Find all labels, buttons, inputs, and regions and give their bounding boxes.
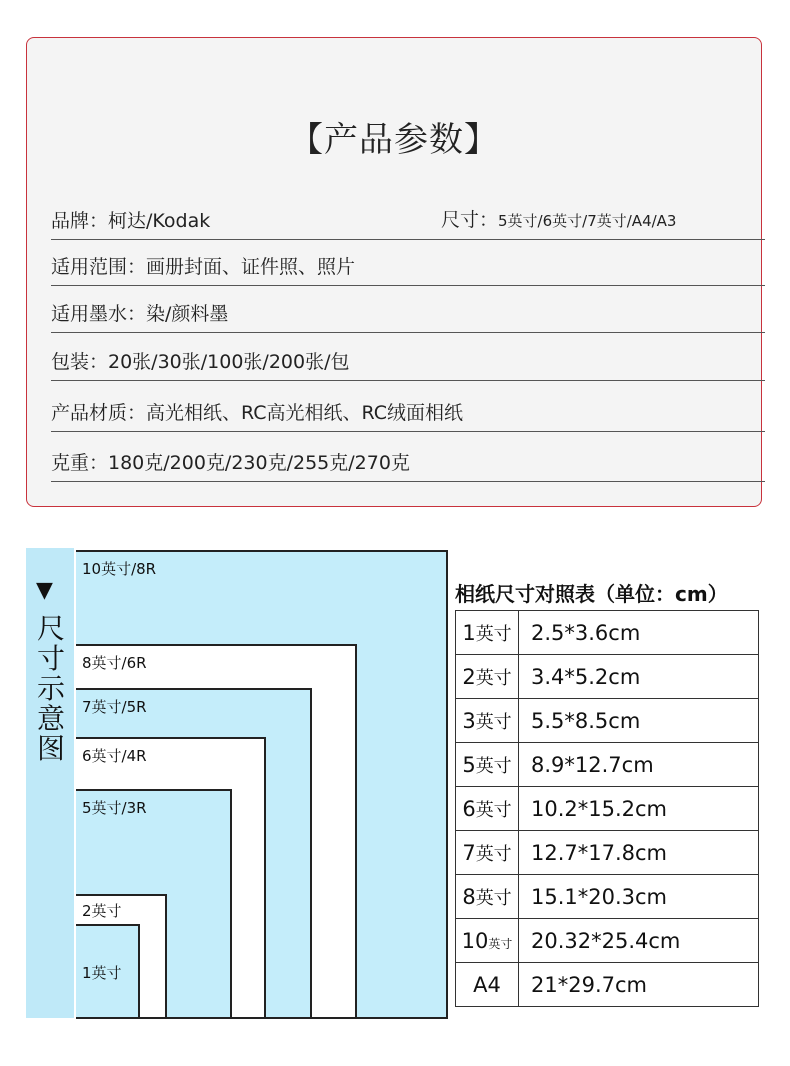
param-row-usage	[51, 240, 765, 286]
size-dimension-cell: 3.4*5.2cm	[519, 655, 759, 699]
param-material: 产品材质：高光相纸、RC高光相纸、RC绒面相纸	[51, 402, 464, 424]
size-name-cell	[456, 963, 519, 1007]
size-unit: 英寸	[475, 667, 512, 689]
size-label-8in: 8英寸/6R	[82, 654, 147, 672]
size-dimension-cell: 10.2*15.2cm	[519, 787, 759, 831]
table-row	[456, 875, 759, 919]
size-unit: 英寸	[475, 711, 512, 733]
param-brand: 品牌：柯达/Kodak	[51, 210, 211, 232]
params-title: 【产品参数】	[289, 120, 499, 160]
size-unit: 英寸	[475, 887, 512, 909]
size-number: 1	[462, 620, 476, 645]
size-dimension-cell: 5.5*8.5cm	[519, 699, 759, 743]
param-row-package	[51, 335, 765, 381]
size-unit: 英寸	[475, 755, 512, 777]
size-box-1in	[76, 924, 140, 1018]
size-label-5in: 5英寸/3R	[82, 799, 147, 817]
size-name-cell	[456, 611, 519, 655]
size-unit: 英寸	[475, 799, 512, 821]
size-name-cell	[456, 831, 519, 875]
size-diagram-tag	[26, 548, 74, 1018]
size-number: 2	[462, 664, 476, 689]
table-row	[456, 743, 759, 787]
size-table	[455, 610, 759, 1007]
size-table-title: 相纸尺寸对照表（单位：cm）	[455, 582, 728, 606]
size-dimension-cell: 20.32*25.4cm	[519, 919, 759, 963]
size-number: 5	[462, 752, 476, 777]
size-number: A4	[473, 972, 501, 997]
size-label-6in: 6英寸/4R	[82, 747, 147, 765]
param-size-value: 5英寸/6英寸/7英寸/A4/A3	[498, 212, 677, 230]
product-params-card	[26, 37, 762, 507]
down-arrow-icon: ▼	[36, 578, 53, 603]
size-label-10in: 10英寸/8R	[82, 560, 157, 578]
size-number: 3	[462, 708, 476, 733]
param-size	[441, 208, 676, 233]
size-number: 10	[461, 928, 489, 953]
param-row-material	[51, 386, 765, 432]
param-row-brand	[51, 194, 765, 240]
size-unit: 英寸	[475, 623, 512, 645]
param-weight: 克重：180克/200克/230克/255克/270克	[51, 452, 410, 474]
table-row	[456, 655, 759, 699]
size-dimension-cell: 21*29.7cm	[519, 963, 759, 1007]
param-size-label: 尺寸：	[441, 209, 499, 231]
size-label-1in: 1英寸	[82, 964, 122, 982]
size-unit: 英寸	[488, 936, 513, 951]
table-row	[456, 699, 759, 743]
size-dimension-cell: 12.7*17.8cm	[519, 831, 759, 875]
size-name-cell	[456, 743, 519, 787]
param-row-ink	[51, 287, 765, 333]
size-dimension-cell: 15.1*20.3cm	[519, 875, 759, 919]
table-row	[456, 963, 759, 1007]
table-row	[456, 611, 759, 655]
table-row	[456, 831, 759, 875]
diagram-baseline	[76, 1017, 448, 1019]
param-row-weight	[51, 436, 765, 482]
size-name-cell	[456, 787, 519, 831]
size-number: 8	[462, 884, 476, 909]
size-name-cell	[456, 655, 519, 699]
param-ink: 适用墨水：染/颜料墨	[51, 303, 229, 325]
size-name-cell	[456, 875, 519, 919]
size-dimension-cell: 8.9*12.7cm	[519, 743, 759, 787]
size-number: 7	[462, 840, 476, 865]
table-row	[456, 919, 759, 963]
size-label-2in: 2英寸	[82, 902, 122, 920]
size-diagram	[76, 550, 448, 1018]
size-diagram-tag-text: 尺寸示意图	[36, 612, 65, 765]
size-name-cell	[456, 699, 519, 743]
size-number: 6	[462, 796, 476, 821]
param-usage: 适用范围：画册封面、证件照、照片	[51, 256, 356, 278]
size-dimension-cell: 2.5*3.6cm	[519, 611, 759, 655]
table-row	[456, 787, 759, 831]
size-name-cell	[456, 919, 519, 963]
size-label-7in: 7英寸/5R	[82, 698, 147, 716]
size-unit: 英寸	[475, 843, 512, 865]
param-package: 包装：20张/30张/100张/200张/包	[51, 351, 350, 373]
